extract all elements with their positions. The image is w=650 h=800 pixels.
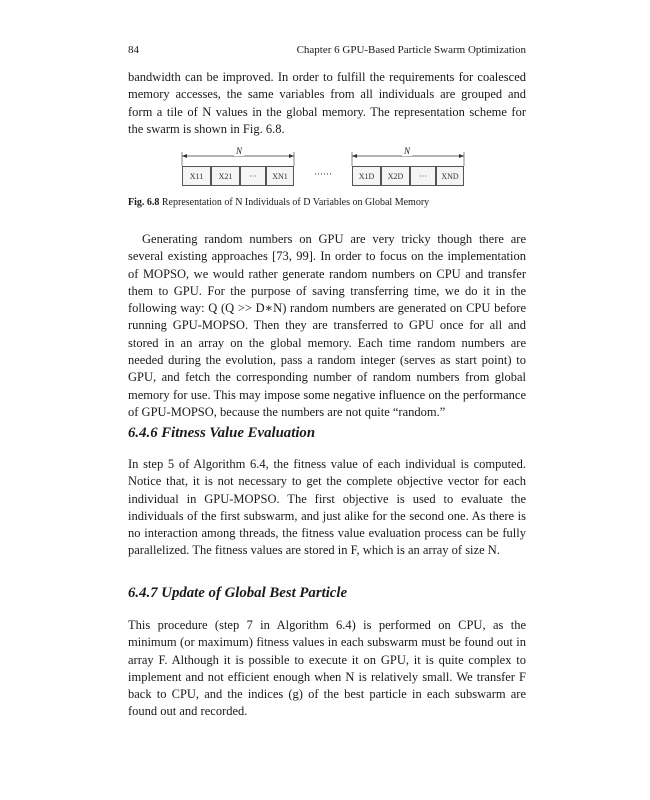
- paragraph-2: Generating random numbers on GPU are very tricky though there are several existing approaches [73, 99]. In order to focus on the implementation of MOPSO, we would rather generate random numbers on CPU and transfer them to GPU. For the purpose of saving transferring time, we do it in the following way: Q (Q >> D∗N) random numbers are generated on CPU before running GPU-MOPSO. Then they are transferred to GPU once for all and stored in an array on the global memory. Each time random numbers are needed during the evolution, pass a random integer (serves as start point) to GPU, and fetch the corresponding number of random numbers from global memory for use. This may impose some negative influence on the performance of GPU-MOPSO, because the numbers are not quite “random.”: [128, 232, 526, 419]
- section-heading-6-4-6: 6.4.6 Fitness Value Evaluation: [128, 425, 316, 441]
- caption-label: Fig. 6.8: [128, 197, 160, 208]
- chapter-title: Chapter 6 GPU-Based Particle Swarm Optimization: [296, 44, 526, 56]
- cell-xnd: XND: [436, 166, 464, 186]
- cell-x21: X21: [211, 166, 240, 186]
- cell-xn1: XN1: [266, 166, 294, 186]
- cell-x11: X11: [182, 166, 211, 186]
- cell-ellipsis-2: ···: [410, 166, 436, 186]
- figure-caption: [128, 197, 526, 208]
- paragraph-4: This procedure (step 7 in Algorithm 6.4) is performed on CPU, as the minimum (or maximum) fitness values in each subswarm must be found out in array F. Although it is possible to execute it on GPU, it is quite complex to implement and not efficient enough when N is relatively small. We transfer F back to CPU, and the indices (g) of the best particle in each subswarm are found out and recorded.: [128, 618, 526, 719]
- section-heading-6-4-7: 6.4.7 Update of Global Best Particle: [128, 585, 348, 601]
- left-span-label: N: [236, 146, 243, 156]
- paragraph-3: In step 5 of Algorithm 6.4, the fitness value of each individual is computed. Notice that, it is not necessary to get the complete objective vector for each individual in GPU-MOPSO. The first objective is used to evaluate the individuals of the first subswarm, and just alike for the second one. As there is no interaction among threads, the fitness value evaluation process can be fully parallelized. The fitness values are stored in F, which is an array of size N.: [128, 457, 526, 558]
- cell-x2d: X2D: [381, 166, 410, 186]
- caption-text: Representation of N Individuals of D Variables on Global Memory: [161, 197, 430, 208]
- figure-6-8: [180, 146, 472, 190]
- right-span-label: N: [404, 146, 411, 156]
- middle-ellipsis: ······: [314, 169, 332, 179]
- span-arrows: [180, 150, 472, 166]
- page-number: 84: [128, 44, 139, 56]
- cell-x1d: X1D: [352, 166, 381, 186]
- running-header: [128, 44, 526, 60]
- paragraph-1: bandwidth can be improved. In order to fulfill the requirements for coalesced memory accesses, the same variables from all individuals are grouped and form a tile of N values in the global memory. The representation scheme for the swarm is shown in Fig. 6.8.: [128, 70, 526, 136]
- cell-ellipsis-1: ···: [240, 166, 266, 186]
